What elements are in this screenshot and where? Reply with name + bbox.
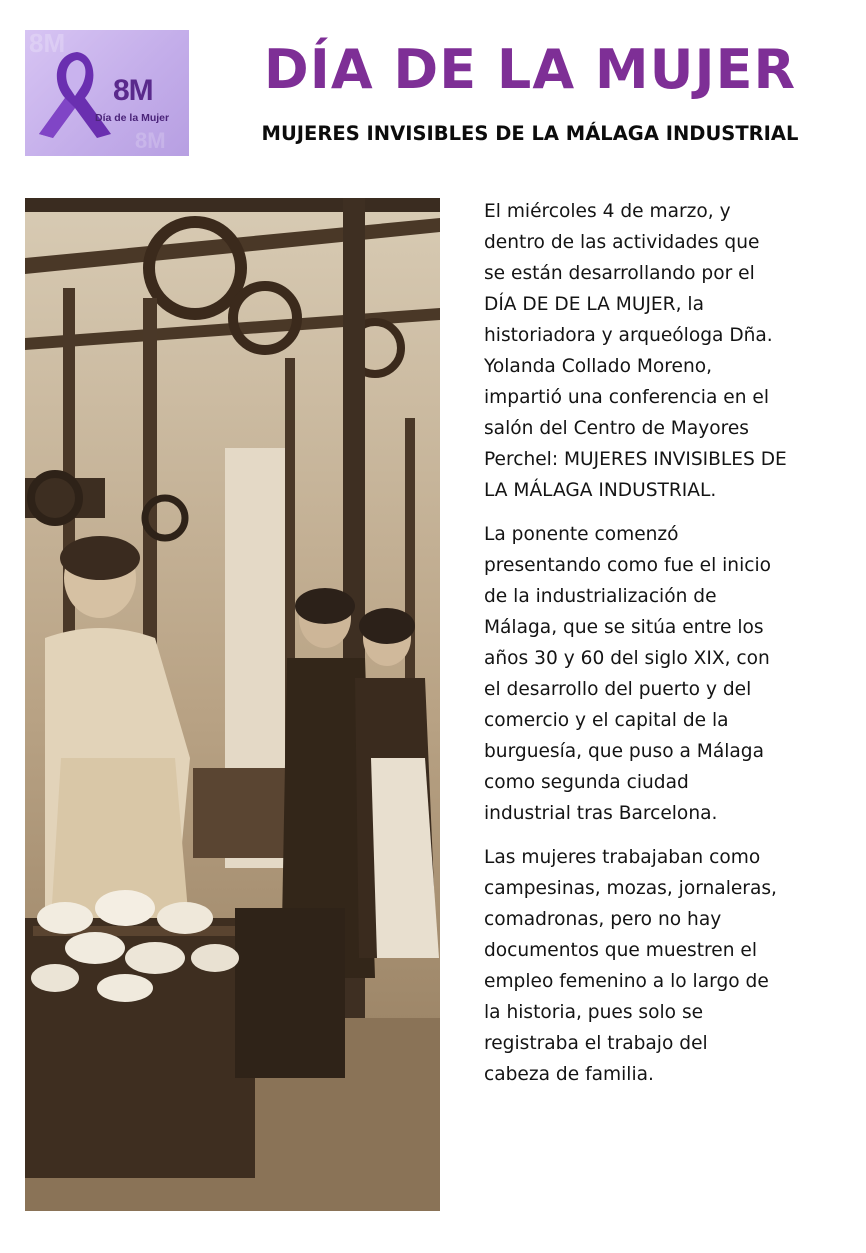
svg-text:8M: 8M: [29, 30, 66, 58]
svg-text:8M: 8M: [135, 128, 166, 153]
page-title: DÍA DE LA MUJER: [263, 38, 797, 101]
sepia-factory-photo: [25, 198, 440, 1211]
logo-badge: 8M: [113, 74, 153, 107]
event-logo: [25, 30, 189, 156]
page-subtitle: MUJERES INVISIBLES DE LA MÁLAGA INDUSTRIAL: [261, 122, 799, 145]
factory-workers-photo: [25, 198, 440, 1211]
article-body: [484, 196, 832, 1103]
article-paragraph: La ponente comenzó presentando como fue el inicio de la industrialización de Málaga, que se sitúa entre los años 30 y 60 del siglo XIX, con el desarrollo del puerto y del comercio y el capital de la burguesía, que puso a Málaga como segunda ciudad industrial tras Barcelona.: [484, 524, 772, 824]
logo-caption: Día de la Mujer: [95, 112, 170, 124]
awareness-ribbon-icon: [25, 30, 189, 156]
article-paragraph: El miércoles 4 de marzo, y dentro de las actividades que se están desarrollando por el DÍA DE DE LA MUJER, la historiadora y arqueóloga Dña. Yolanda Collado Moreno, impartió una conferencia en el salón del Centro de Mayores Perchel: MUJERES INVISIBLES DE LA MÁLAGA INDUSTRIAL.: [484, 201, 787, 501]
article-paragraph: Las mujeres trabajaban como campesinas, mozas, jornaleras, comadronas, pero no hay documentos que muestren el empleo femenino a lo largo de la historia, pues solo se registraba el trabajo del cabeza de familia.: [484, 847, 777, 1085]
